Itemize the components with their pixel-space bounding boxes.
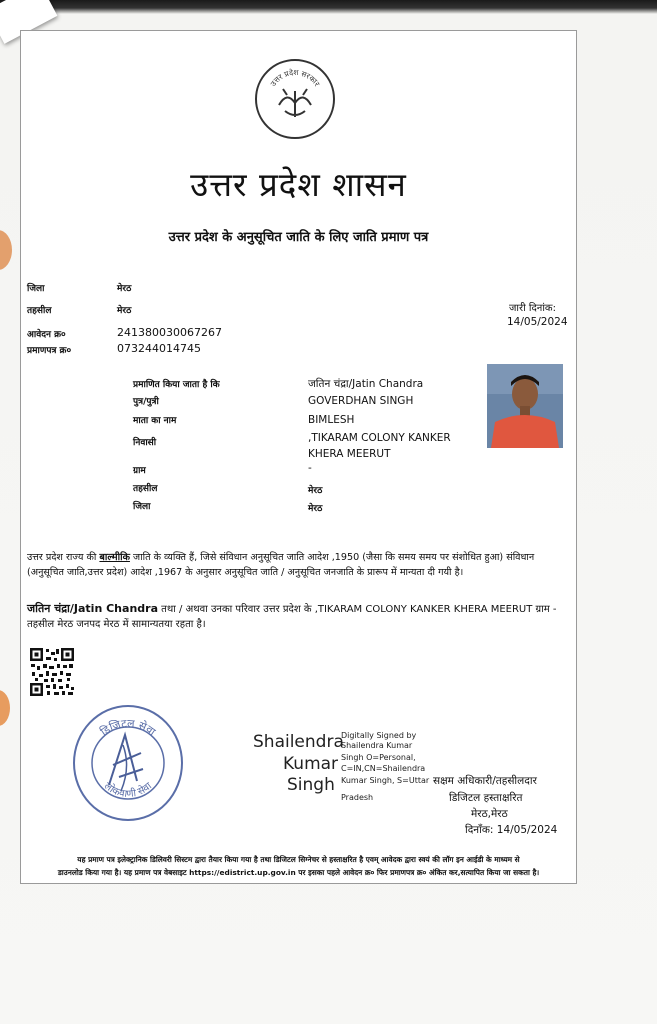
mother-name: BIMLESH [308,414,355,426]
residence-paragraph [27,601,567,632]
para1-rest: जाति के व्यक्ति हैं, जिसे संविधान अनुसूचित जाति आदेश ,1950 (जैसा कि समय समय पर संशोधित हुआ) संविधान (अनुसूचित जाति,उत्तर प्रदेश) आदेश ,1967 के अनुसार अनुसूचित जाति / अनुसूचित जनजाति के प्रारूप में मान्यता दी गयी है। [27,552,535,578]
district-label: जिला [27,284,45,294]
certificate-number: 073244014745 [117,342,201,355]
mother-label: माता का नाम [133,416,177,426]
footer-line2: डाउनलोड किया गया है। यह प्रमाण पत्र वेबसाइट https://edistrict.up.gov.in पर इसका पहले आवेदन क्र० फिर प्रमाणपत्र क्र० अंकित कर,सत्यापित किया जा सकता है। [57,868,540,877]
resident-label: निवासी [133,438,157,448]
village-label: ग्राम [133,466,146,476]
details-tehsil-value: मेरठ [308,486,323,496]
details-tehsil-label: तहसील [133,484,158,494]
officer-digital-signed: डिजिटल हस्ताक्षरित [449,792,523,804]
details-district-value: मेरठ [308,504,323,514]
resident-line2: KHERA MEERUT [308,448,391,460]
officer-location: मेरठ,मेरठ [471,808,508,820]
parent-label: पुत्र/पुत्री [133,397,159,407]
applicant-photo [487,364,563,448]
digital-sig-line2: Shailendra Kumar [341,741,413,750]
state-emblem-icon [255,59,335,139]
tehsil-value: मेरठ [117,306,132,316]
village-value: - [308,462,312,474]
resident-line1: ,TIKARAM COLONY KANKER [308,432,451,444]
certificate-sheet [20,30,577,884]
digital-seal-stamp [73,705,183,821]
holder-name: जतिन चंद्रा/Jatin Chandra [308,378,424,390]
issue-date-label: जारी दिनांक: [509,303,556,314]
certificate-subtitle: उत्तर प्रदेश के अनुसूचित जाति के लिए जाति प्रमाण पत्र [168,230,429,245]
digital-sig-line1: Digitally Signed by [341,731,417,740]
application-label: आवेदन क्र० [27,330,66,340]
issue-date-value: 14/05/2024 [507,316,568,328]
qr-code [29,647,75,697]
certificate-number-label: प्रमाणपत्र क्र० [27,346,72,356]
officer-date: दिनाँक: 14/05/2024 [465,824,558,836]
digital-sig-line6: Pradesh [341,793,374,802]
emblem-text: उत्तर प्रदेश सरकार [268,67,322,88]
caste-name: बाल्मीकि [99,552,130,563]
signer-name-line3: Singh [287,775,335,795]
digital-sig-line3: Singh O=Personal, [341,753,416,762]
tehsil-label: तहसील [27,306,52,316]
digital-sig-line4: C=IN,CN=Shailendra [341,764,426,773]
seal-bottom-text: लोकवाणी सेवा [101,780,155,801]
signer-name-line2: Kumar [283,754,339,774]
footer-note [21,853,576,879]
digital-sig-line5: Kumar Singh, S=Uttar [341,776,430,785]
officer-title: सक्षम अधिकारी/तहसीलदार [433,775,537,787]
certify-label: प्रमाणित किया जाता है कि [133,380,220,390]
svg-text:उत्तर प्रदेश सरकार [269,68,323,89]
seal-top-text: डिजिटल सेवा [98,716,158,739]
holder-name-bold: जतिन चंद्रा/Jatin Chandra [27,602,158,615]
parent-name: GOVERDHAN SINGH [308,395,414,407]
para2-rest: तथा / अथवा उनका परिवार उत्तर प्रदेश के ,TIKARAM COLONY KANKER KHERA MEERUT ग्राम - तहसील मेरठ जनपद मेरठ में सामान्यतया रहता है। [27,604,557,630]
para1-start: उत्तर प्रदेश राज्य की [27,552,100,563]
application-number: 241380030067267 [117,326,222,339]
details-district-label: जिला [133,502,151,512]
district-value: मेरठ [117,284,132,294]
caste-paragraph [27,550,567,580]
footer-line1: यह प्रमाण पत्र इलेक्ट्रानिक डिलिवरी सिस्टम द्वारा तैयार किया गया है तथा डिजिटल सिग्नेचर से हस्ताक्षरित है एवम् आवेदक द्वारा स्वयं की लॉग इन आईडी के माध्यम से [77,855,520,864]
signer-name-line1: Shailendra [253,732,344,752]
page-title: उत्तर प्रदेश शासन [190,165,407,204]
svg-text:डिजिटल सेवा [98,717,158,739]
